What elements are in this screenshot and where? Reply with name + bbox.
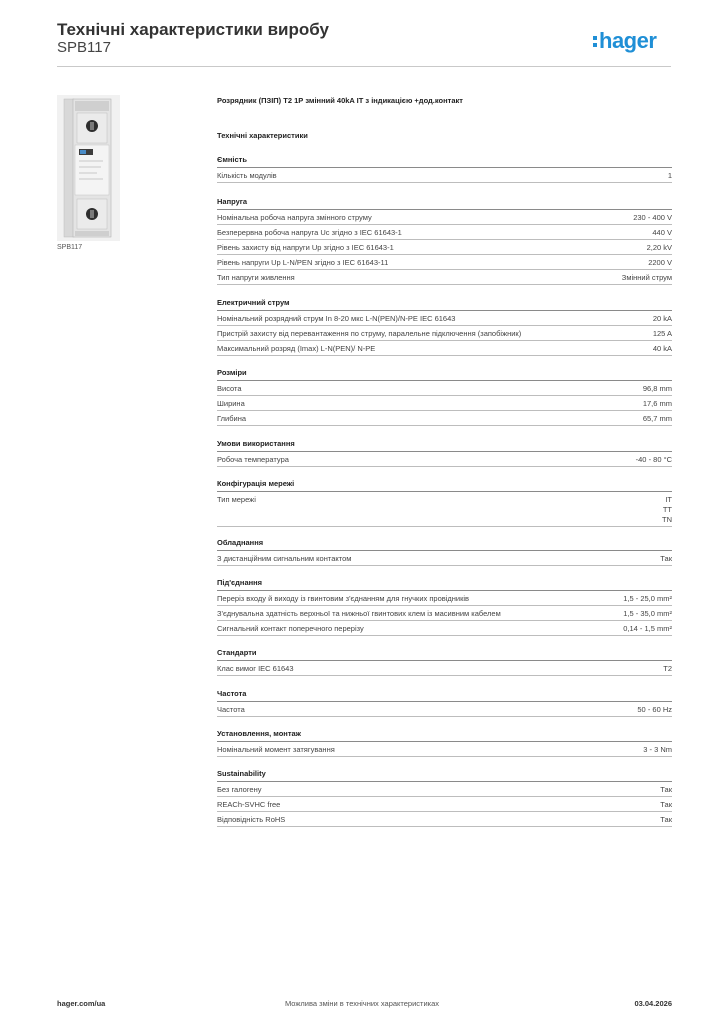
spec-value (643, 399, 672, 409)
spec-label: Кількість модулів (217, 171, 277, 180)
spec-group (217, 479, 672, 527)
header-divider (57, 66, 671, 67)
spec-group-title: Установлення, монтаж (217, 729, 672, 742)
spec-label: Максимальний розряд (Imax) L-N(PEN)/ N-PE (217, 344, 376, 353)
spec-value (647, 243, 672, 253)
spec-label: Рівень напруги Up L-N/PEN згідно з IEC 61643-11 (217, 258, 389, 267)
spec-value (643, 745, 672, 755)
spec-value (622, 273, 672, 283)
spec-group-title: Обладнання (217, 538, 672, 551)
spec-row (217, 396, 672, 411)
footer-website[interactable]: hager.com/ua (57, 999, 106, 1008)
spec-label: Клас вимог IEC 61643 (217, 664, 294, 673)
spec-value (623, 609, 672, 619)
spec-label: Номінальний момент затягування (217, 745, 335, 754)
spec-value-line: 17,6 mm (642, 399, 672, 408)
spec-value-line: Так (660, 785, 672, 794)
spec-value (663, 664, 672, 674)
spec-content (217, 96, 672, 827)
spec-row (217, 452, 672, 467)
hager-logo (593, 27, 673, 62)
logo-dot-top (593, 36, 597, 40)
spec-row (217, 240, 672, 255)
spec-row (217, 591, 672, 606)
spec-group-title: Sustainability (217, 769, 672, 782)
spec-label: Без галогену (217, 785, 262, 794)
spec-value-line: 50 - 60 Hz (637, 705, 672, 714)
spec-row (217, 311, 672, 326)
spec-group (217, 197, 672, 285)
spec-row (217, 606, 672, 621)
logo-text: hager (599, 28, 657, 53)
spec-group (217, 298, 672, 356)
spec-value-line: T2 (663, 664, 672, 673)
spec-value-line: 0,14 - 1,5 mm² (623, 624, 672, 633)
spec-value (660, 554, 672, 564)
spec-row (217, 270, 672, 285)
spec-value (653, 314, 672, 324)
spec-group-title: Стандарти (217, 648, 672, 661)
spec-value-line: 440 V (652, 228, 672, 237)
spec-label: Відповідність RoHS (217, 815, 286, 824)
spec-value (660, 785, 672, 795)
spec-row (217, 621, 672, 636)
footer-date: 03.04.2026 (634, 999, 672, 1008)
spec-label: Тип напруги живлення (217, 273, 295, 282)
spec-section-title: Технічні характеристики (217, 131, 308, 140)
spec-group (217, 769, 672, 827)
product-image-caption: SPB117 (57, 244, 83, 251)
spec-value (623, 594, 672, 604)
spec-group (217, 689, 672, 717)
spec-value-line: 3 - 3 Nm (643, 745, 672, 754)
spec-value-line: 1,5 - 35,0 mm² (623, 609, 672, 618)
spec-row (217, 210, 672, 225)
spec-row (217, 742, 672, 757)
spec-value-line: 1 (667, 171, 672, 180)
spec-value (648, 258, 672, 268)
product-title: Розрядник (ПЗІП) Т2 1Р змінний 40kA IT з індикацією +дод.контакт (217, 96, 463, 105)
spec-group-title: Розміри (217, 368, 672, 381)
spec-group (217, 578, 672, 636)
spec-label: Тип мережі (217, 495, 256, 504)
spec-group-title: Напруга (217, 197, 672, 210)
spec-value-line: 125 A (652, 329, 672, 338)
spec-group (217, 155, 672, 183)
spec-value (660, 815, 672, 825)
spec-row (217, 225, 672, 240)
product-image (57, 95, 120, 241)
spec-value-line: Так (660, 800, 672, 809)
spec-value-line: 2,20 kV (646, 243, 672, 252)
spec-group (217, 368, 672, 426)
spec-value (668, 171, 672, 181)
spec-value (653, 329, 672, 339)
spec-value (652, 228, 672, 238)
page-title: Технічні характеристики виробу (57, 20, 329, 39)
spec-row (217, 341, 672, 356)
spec-group-title: Умови використання (217, 439, 672, 452)
spec-groups (217, 155, 672, 827)
spec-value (653, 344, 672, 354)
spec-group-title: Ємність (217, 155, 672, 168)
spec-label: Висота (217, 384, 242, 393)
spec-value (636, 455, 672, 465)
spec-value-line: TN (662, 515, 672, 524)
spec-value-line: -40 - 80 °C (635, 455, 672, 464)
footer-disclaimer: Можлива зміни в технічних характеристиках (284, 999, 440, 1008)
spec-value-line: 96,8 mm (642, 384, 672, 393)
spec-row (217, 492, 672, 527)
product-code-header: SPB117 (57, 39, 111, 56)
spec-value (662, 495, 672, 525)
spec-label: Ширина (217, 399, 245, 408)
spec-value (643, 414, 672, 424)
spec-label: З'єднувальна здатність верхньої та нижньої гвинтових клем із масивним кабелем (217, 609, 501, 618)
spec-group (217, 538, 672, 566)
spec-label: Рівень захисту від напруги Up згідно з IEC 61643-1 (217, 243, 394, 252)
spec-group-title: Електричний струм (217, 298, 672, 311)
spec-label: Робоча температура (217, 455, 289, 464)
spec-label: REACh-SVHC free (217, 800, 281, 809)
spec-value-line: Змінний струм (621, 273, 672, 282)
spec-value-line: IT (665, 495, 672, 504)
spec-label: Номінальний розрядний струм In 8-20 мкс L-N(PEN)/N-PE IEC 61643 (217, 314, 456, 323)
logo-dot-bottom (593, 43, 597, 47)
spec-row (217, 326, 672, 341)
spec-row (217, 411, 672, 426)
spec-value-line: Так (660, 815, 672, 824)
spec-row (217, 551, 672, 566)
spec-value-line: Так (660, 554, 672, 563)
spec-row (217, 381, 672, 396)
spec-row (217, 797, 672, 812)
spec-value-line: 1,5 - 25,0 mm² (623, 594, 672, 603)
spec-value (637, 705, 672, 715)
spec-label: Глибина (217, 414, 247, 423)
spec-value-line: 65,7 mm (642, 414, 672, 423)
spec-group (217, 729, 672, 757)
spec-value (623, 624, 672, 634)
spec-row (217, 168, 672, 183)
spec-label: Пристрій захисту від перевантаження по струму, паралельне підключення (запобіжник) (217, 329, 522, 338)
spec-label: Номінальна робоча напруга змінного струму (217, 213, 372, 222)
spec-value (643, 384, 672, 394)
spec-value-line: 2200 V (648, 258, 672, 267)
spec-group-title: Під'єднання (217, 578, 672, 591)
spec-label: Безперервна робоча напруга Uc згідно з IEC 61643-1 (217, 228, 402, 237)
spec-group (217, 648, 672, 676)
spec-label: Сигнальний контакт поперечного перерізу (217, 624, 364, 633)
spec-label: Частота (217, 705, 245, 714)
spec-label: З дистанційним сигнальним контактом (217, 554, 352, 563)
spec-group (217, 439, 672, 467)
spec-row (217, 702, 672, 717)
spec-row (217, 255, 672, 270)
spec-value-line: 230 - 400 V (633, 213, 672, 222)
spec-row (217, 661, 672, 676)
spec-row (217, 812, 672, 827)
spec-group-title: Конфігурація мережі (217, 479, 672, 492)
spec-value-line: TT (662, 505, 672, 514)
spec-label: Переріз входу й виходу із гвинтовим з'єднанням для гнучких провідників (217, 594, 470, 603)
spec-group-title: Частота (217, 689, 672, 702)
spec-value (633, 213, 672, 223)
spec-value (660, 800, 672, 810)
spec-value-line: 20 kA (652, 314, 672, 323)
spec-value-line: 40 kA (652, 344, 672, 353)
spec-row (217, 782, 672, 797)
